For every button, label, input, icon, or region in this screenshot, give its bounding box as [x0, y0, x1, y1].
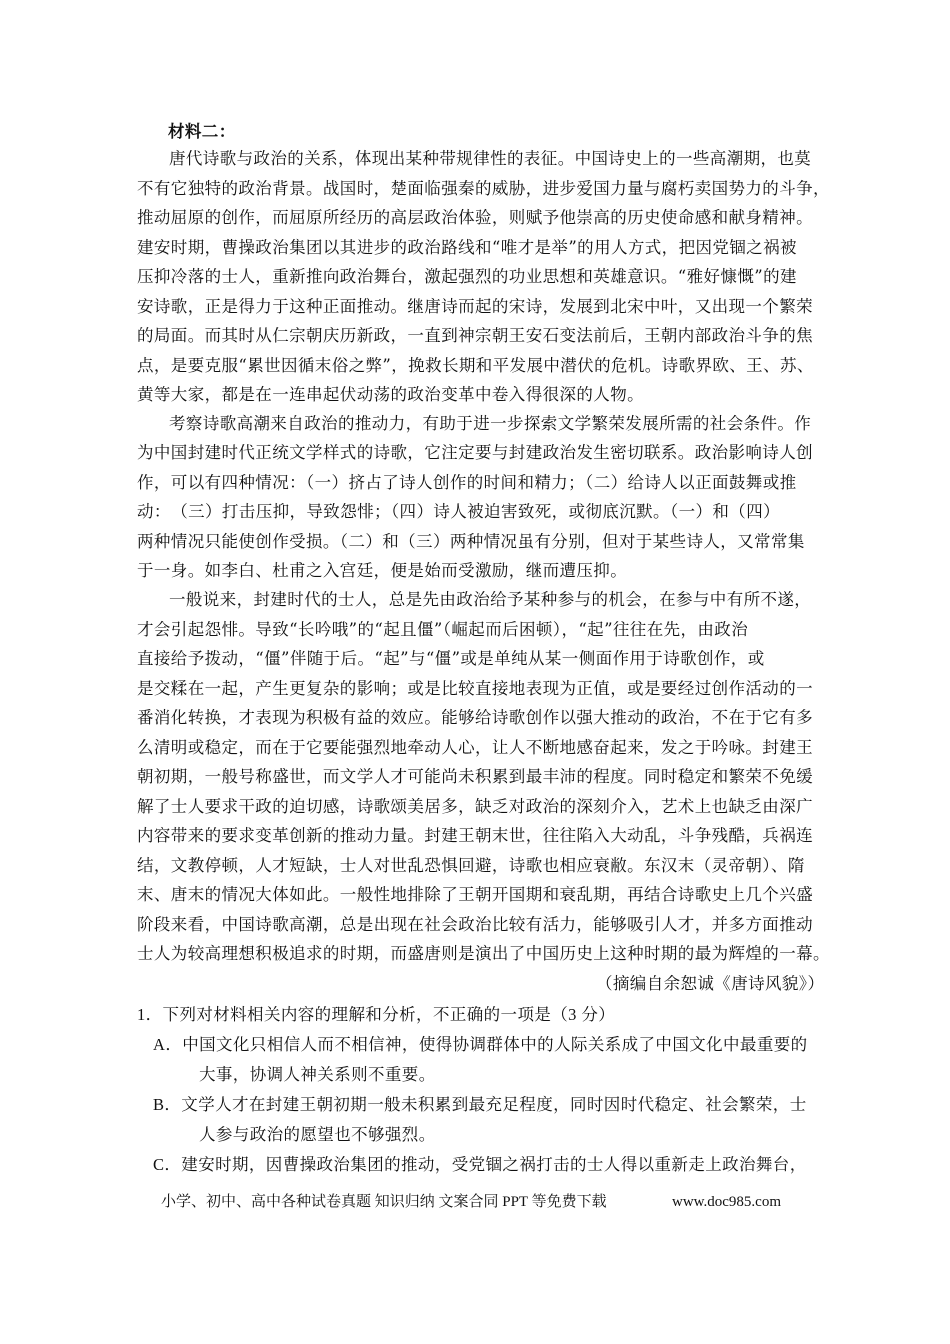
- paragraph-line: 直接给予拨动，“僵”伴随于后。“起”与“僵”或是单纯从某一侧面作用于诗歌创作，或: [137, 649, 765, 668]
- paragraph-line: 么清明或稳定，而在于它要能强烈地牵动人心，让人不断地感奋起来，发之于吟咏。封建王: [137, 738, 813, 757]
- paragraph-line: 阶段来看，中国诗歌高潮，总是出现在社会政治比较有活力，能够吸引人才，并多方面推动: [137, 915, 813, 934]
- paragraph-line: 结，文教停顿，人才短缺，士人对世乱恐惧回避，诗歌也相应衰敝。东汉末（灵帝朝）、隋: [137, 856, 805, 875]
- paragraph-line: 一般说来，封建时代的士人，总是先由政治给予某种参与的机会，在参与中有所不遂，: [169, 590, 812, 609]
- paragraph-line: 才会引起怨悱。导致“长吟哦”的“起且僵”（崛起而后困顿），“起”往往在先，由政治: [137, 620, 749, 639]
- paragraph-line: 不有它独特的政治背景。战国时，楚面临强秦的威胁，进步爱国力量与腐朽卖国势力的斗争，: [137, 179, 830, 198]
- paragraph-line: 的局面。而其时从仁宗朝庆历新政，一直到神宗朝王安石变法前后，王朝内部政治斗争的焦: [137, 326, 813, 345]
- option-c: C．建安时期，因曹操政治集团的推动，受党锢之祸打击的士人得以重新走上政治舞台，: [153, 1155, 807, 1174]
- paragraph-line: 是交糅在一起，产生更复杂的影响；或是比较直接地表现为正值，或是要经过创作活动的一: [137, 679, 813, 698]
- paragraph-line: 安诗歌，正是得力于这种正面推动。继唐诗而起的宋诗，发展到北宋中叶，又出现一个繁荣: [137, 297, 813, 316]
- footer-text: 小学、初中、高中各种试卷真题 知识归纳 文案合同 PPT 等免费下载: [161, 1194, 607, 1210]
- paragraph-line: 末、唐末的情况大体如此。一般性地排除了王朝开国期和衰乱期，再结合诗歌史上几个兴盛: [137, 885, 813, 904]
- paragraph-line: 士人为较高理想积极追求的时期，而盛唐则是演出了中国历史上这种时期的最为辉煌的一幕。: [137, 944, 830, 963]
- paragraph-line: 考察诗歌高潮来自政治的推动力，有助于进一步探索文学繁荣发展所需的社会条件。作: [169, 414, 812, 433]
- footer-link[interactable]: www.doc985.com: [672, 1194, 782, 1210]
- option-a-continuation: 大事，协调人神关系则不重要。: [199, 1065, 436, 1084]
- source-citation: （摘编自余恕诚《唐诗风貌》）: [596, 974, 825, 993]
- paragraph-line: 压抑冷落的士人，重新推向政治舞台，激起强烈的功业思想和英雄意识。“雅好慷慨”的建: [137, 267, 797, 286]
- paragraph-line: 点，是要克服“累世因循末俗之弊”，挽救长期和平发展中潜伏的危机。诗歌界欧、王、苏、: [137, 356, 814, 375]
- option-b: B．文学人才在封建王朝初期一般未积累到最充足程度，同时因时代稳定、社会繁荣，士: [153, 1095, 807, 1114]
- paragraph-line: 动： （三）打击压抑，导致怨悱；（四）诗人被迫害致死，或彻底沉默。（一）和（四）: [137, 502, 780, 521]
- question-stem: 1．下列对材料相关内容的理解和分析，不正确的一项是（3 分）: [137, 1005, 616, 1024]
- paragraph-line: 唐代诗歌与政治的关系，体现出某种带规律性的表征。中国诗史上的一些高潮期，也莫: [169, 149, 812, 168]
- material-heading: 材料二：: [168, 122, 236, 141]
- paragraph-line: 为中国封建时代正统文学样式的诗歌，它注定要与封建政治发生密切联系。政治影响诗人创: [137, 443, 813, 462]
- paragraph-line: 于一身。如李白、杜甫之入宫廷，便是始而受激励，继而遭压抑。: [137, 561, 628, 580]
- paragraph-line: 内容带来的要求变革创新的推动力量。封建王朝末世，往往陷入大动乱，斗争残酷，兵祸连: [137, 826, 813, 845]
- paragraph-line: 作，可以有四种情况：（一）挤占了诗人创作的时间和精力；（二）给诗人以正面鼓舞或推: [137, 473, 797, 492]
- paragraph-line: 黄等大家，都是在一连串起伏动荡的政治变革中卷入得很深的人物。: [137, 385, 644, 404]
- paragraph-line: 番消化转换，才表现为积极有益的效应。能够给诗歌创作以强大推动的政治，不在于它有多: [137, 708, 813, 727]
- paragraph-line: 建安时期，曹操政治集团以其进步的政治路线和“唯才是举”的用人方式，把因党锢之祸被: [137, 238, 797, 257]
- paragraph-line: 朝初期，一般号称盛世，而文学人才可能尚未积累到最丰沛的程度。同时稳定和繁荣不免缓: [137, 767, 813, 786]
- paragraph-line: 解了士人要求干政的迫切感，诗歌颂美居多，缺乏对政治的深刻介入，艺术上也缺乏由深广: [137, 797, 813, 816]
- option-a: A．中国文化只相信人而不相信神，使得协调群体中的人际关系成了中国文化中最重要的: [153, 1035, 808, 1054]
- paragraph-line: 两种情况只能使创作受损。（二）和（三）两种情况虽有分别，但对于某些诗人，又常常集: [137, 532, 805, 551]
- option-b-continuation: 人参与政治的愿望也不够强烈。: [199, 1125, 436, 1144]
- paragraph-line: 推动屈原的创作，而屈原所经历的高层政治体验，则赋予他崇高的历史使命感和献身精神。: [137, 208, 813, 227]
